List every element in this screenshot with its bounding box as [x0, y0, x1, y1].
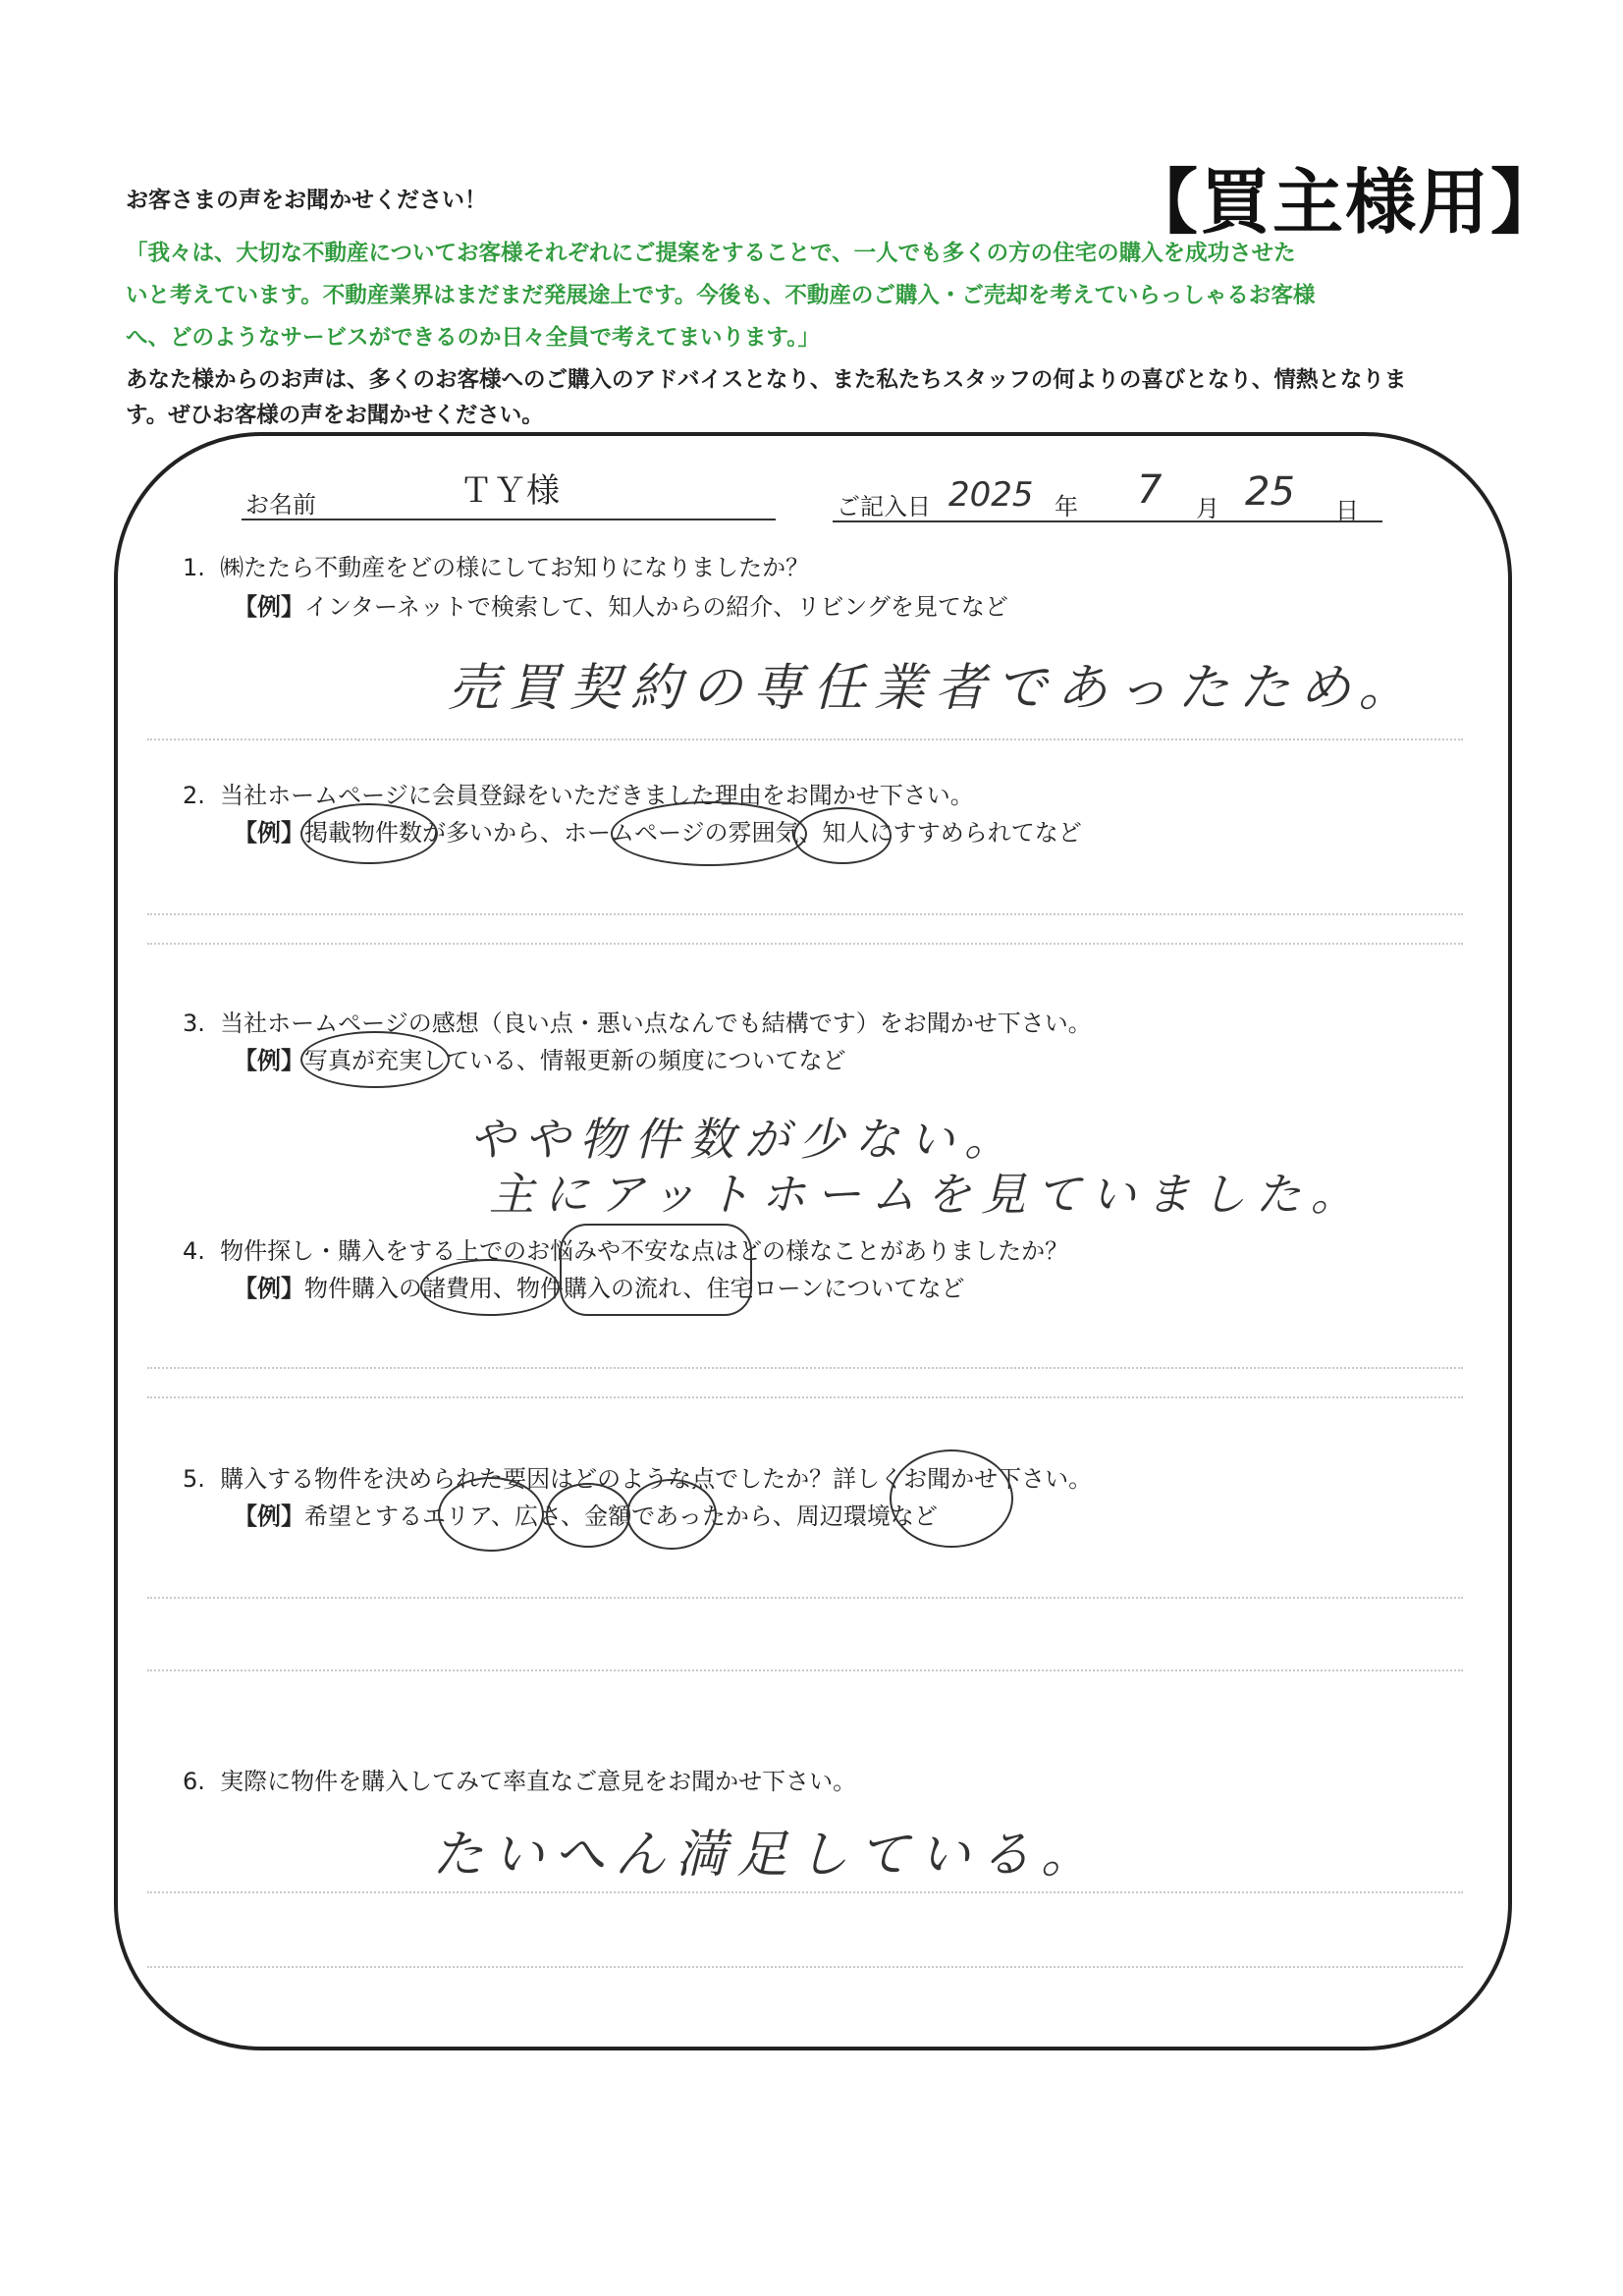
q4-answer-line-2: [147, 1396, 1463, 1398]
q3-answer-handwritten-1: やや物件数が少ない。: [469, 1113, 1019, 1166]
q4-answer-line-1: [147, 1367, 1463, 1369]
q1-answer-handwritten: 売買契約の専任業者であったため。: [448, 659, 1420, 718]
buyer-badge: 【買主様用】: [1127, 161, 1564, 244]
q6-answer-line-2: [147, 1966, 1463, 1968]
q5-circle-surroundings: [890, 1449, 1013, 1548]
q5-answer-line-2: [147, 1669, 1463, 1671]
q3-circle-photos: [300, 1031, 450, 1088]
q2-answer-line-1: [147, 913, 1463, 915]
q2-question: 2. 当社ホームページに会員登録をいただきました理由をお聞かせ下さい。: [183, 782, 974, 809]
q6-answer-line-1: [147, 1891, 1463, 1893]
date-underline: [833, 520, 1382, 522]
q6-question: 6. 実際に物件を購入してみて率直なご意見をお聞かせ下さい。: [183, 1768, 857, 1795]
mission-line-3: へ、どのようなサービスができるのか日々全員で考えてまいります。」: [126, 325, 820, 351]
q1-question: 1. ㈱たたら不動産をどの様にしてお知りになりましたか？: [183, 554, 810, 581]
q2-circle-atmosphere: [793, 807, 892, 864]
q5-circle-size: [546, 1483, 630, 1548]
month-unit: 月: [1196, 495, 1219, 522]
date-label: ご記入日: [837, 493, 931, 520]
intro-heading: お客さまの声をお聞かせください！: [126, 188, 487, 213]
q5-circle-area: [438, 1477, 544, 1552]
day-unit: 日: [1335, 497, 1359, 524]
q4-circle-process: [560, 1224, 752, 1316]
q1-answer-line: [147, 738, 1463, 740]
q2-circle-homepage: [611, 801, 807, 866]
q6-answer-handwritten: たいへん満足している。: [432, 1826, 1103, 1885]
q1-example: 【例】インターネットで検索して、知人からの紹介、リビングを見てなど: [234, 593, 1008, 621]
q2-answer-line-2: [147, 943, 1463, 945]
q3-question: 3. 当社ホームページの感想（良い点・悪い点なんでも結構です）をお聞かせ下さい。: [183, 1010, 1092, 1037]
date-year-handwritten: 2025: [948, 475, 1034, 515]
year-unit: 年: [1055, 493, 1078, 520]
q3-example: 【例】写真が充実している、情報更新の頻度についてなど: [234, 1047, 846, 1074]
q5-answer-line-1: [147, 1597, 1463, 1599]
mission-line-2: いと考えています。不動産業界はまだまだ発展途上です。今後も、不動産のご購入・ご売却を考えていらっしゃるお客様: [126, 283, 1316, 308]
name-label: お名前: [245, 491, 316, 519]
q4-example: 【例】物件購入の諸費用、物件購入の流れ、住宅ローンについてなど: [234, 1275, 965, 1302]
date-day-handwritten: 25: [1245, 469, 1295, 515]
q4-circle-fees: [420, 1259, 560, 1316]
name-underline: [242, 519, 776, 520]
q5-circle-price: [626, 1479, 717, 1550]
date-month-handwritten: 7: [1137, 467, 1163, 513]
q2-example: 【例】掲載物件数が多いから、ホームページの雰囲気、知人にすすめられてなど: [234, 819, 1082, 847]
q2-circle-listing-count: [300, 803, 438, 864]
request-line-1: あなた様からのお声は、多くのお客様へのご購入のアドバイスとなり、また私たちスタッフの何よりの喜びとなり、情熱となりま: [126, 367, 1407, 393]
request-line-2: す。ぜひお客様の声をお聞かせください。: [126, 403, 544, 428]
name-value: ＴＹ様: [460, 471, 560, 511]
q3-answer-handwritten-2: 主にアットホームを見ていました。: [489, 1168, 1366, 1221]
q5-example: 【例】希望とするエリア、広さ、金額であったから、周辺環境など: [234, 1503, 938, 1530]
mission-line-1: 「我々は、大切な不動産についてお客様それぞれにご提案をすることで、一人でも多くの方の住宅の購入を成功させた: [126, 241, 1296, 266]
q4-question: 4. 物件探し・購入をする上でのお悩みや不安な点はどの様なことがありましたか？: [183, 1237, 1069, 1265]
q5-question: 5. 購入する物件を決められた要因はどのような点でしたか？詳しくお聞かせ下さい。: [183, 1465, 1093, 1493]
